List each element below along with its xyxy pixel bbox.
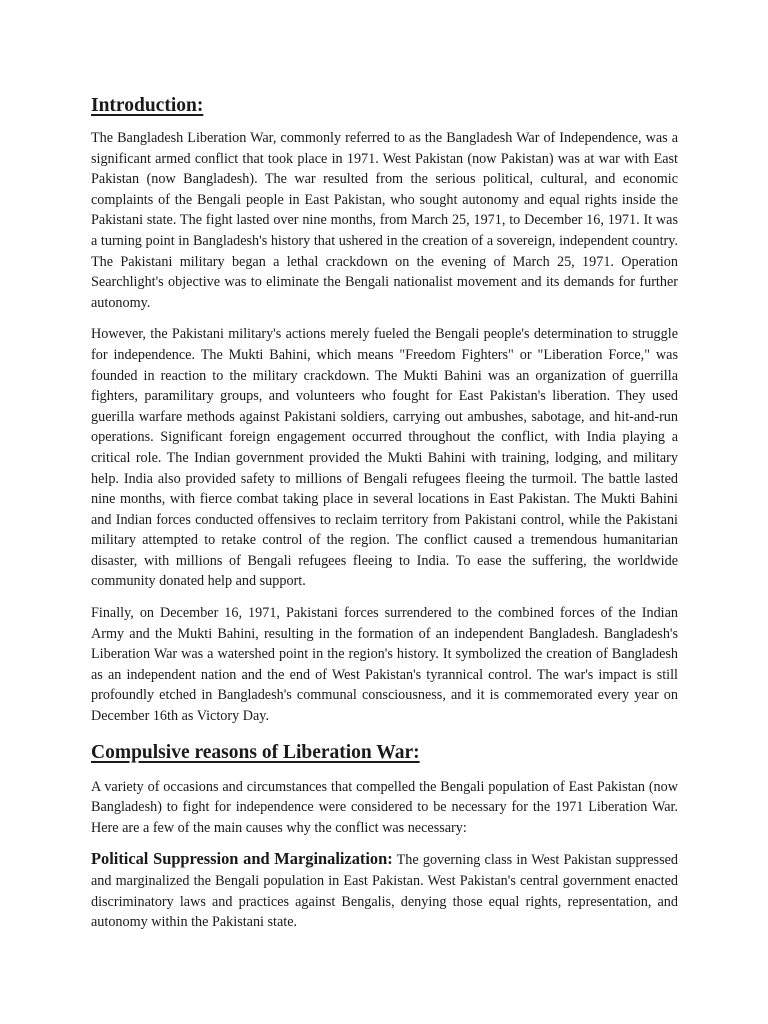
introduction-paragraph-3: Finally, on December 16, 1971, Pakistani forces surrendered to the combined forces of the Indian Army and the Mukti Bahini, resulting in the formation of an independent Bangladesh. Bangladesh's Liberation War was a watershed point in the region's history. It symbolized the creation of Bangladesh as an independent nation and the end of West Pakistan's tyrannical control. The war's impact is still profoundly etched in Bangladesh's communal consciousness, and it is commemorated every year on December 16th as Victory Day. — [91, 605, 678, 725]
document-page — [91, 93, 678, 933]
introduction-heading: Introduction: — [91, 95, 204, 116]
reason-item-text: The governing class in West Pakistan suppressed and marginalized the Bengali population in East Pakistan. West Pakistan's central government enacted discriminatory laws and practices against Bengalis, denying those equal rights, representation, and autonomy within the Pakistani state. — [91, 852, 678, 931]
introduction-paragraph-1: The Bangladesh Liberation War, commonly referred to as the Bangladesh War of Independence, was a significant armed conflict that took place in 1971. West Pakistan (now Pakistan) was at war with East Pakistan (now Bangladesh). The war resulted from the serious political, cultural, and economic complaints of the Bengali people in East Pakistan, who sought autonomy and equal rights inside the Pakistani state. The fight lasted over nine months, from March 25, 1971, to December 16, 1971. It was a turning point in Bangladesh's history that ushered in the creation of a sovereign, independent country. The Pakistani military began a lethal crackdown on the evening of March 25, 1971. Operation Searchlight's objective was to eliminate the Bengali nationalist movement and its demands for further autonomy. — [91, 130, 678, 311]
reasons-intro-paragraph: A variety of occasions and circumstances that compelled the Bengali population of East Pakistan (now Bangladesh) to fight for independence were considered to be necessary for the 1971 Liberation War. Here are a few of the main causes why the conflict was necessary: — [91, 778, 678, 836]
introduction-paragraph-2: However, the Pakistani military's actions merely fueled the Bengali people's determination to struggle for independence. The Mukti Bahini, which means "Freedom Fighters" or "Liberation Force," was founded in reaction to the military crackdown. The Mukti Bahini was an organization of guerrilla fighters, paramilitary groups, and volunteers who fought for East Pakistan's liberation. They used guerilla warfare methods against Pakistani soldiers, carrying out ambushes, sabotage, and hit-and-run operations. Significant foreign engagement occurred throughout the conflict, with India playing a critical role. The Indian government provided the Mukti Bahini with training, lodging, and military help. India also provided safety to millions of Bengali refugees fleeing the turmoil. The battle lasted nine months, with fierce combat taking place in several locations in East Pakistan. The Mukti Bahini and Indian forces conducted offensives to reclaim territory from Pakistani control, while the Pakistani military attempted to retake control of the region. The conflict caused a tremendous humanitarian disaster, with millions of Bengali refugees fleeing to India. To ease the suffering, the worldwide community donated help and support. — [91, 326, 678, 590]
reason-item-paragraph — [91, 849, 678, 932]
reason-item-title: Political Suppression and Marginalization: — [91, 849, 393, 869]
reasons-heading: Compulsive reasons of Liberation War: — [91, 741, 420, 763]
